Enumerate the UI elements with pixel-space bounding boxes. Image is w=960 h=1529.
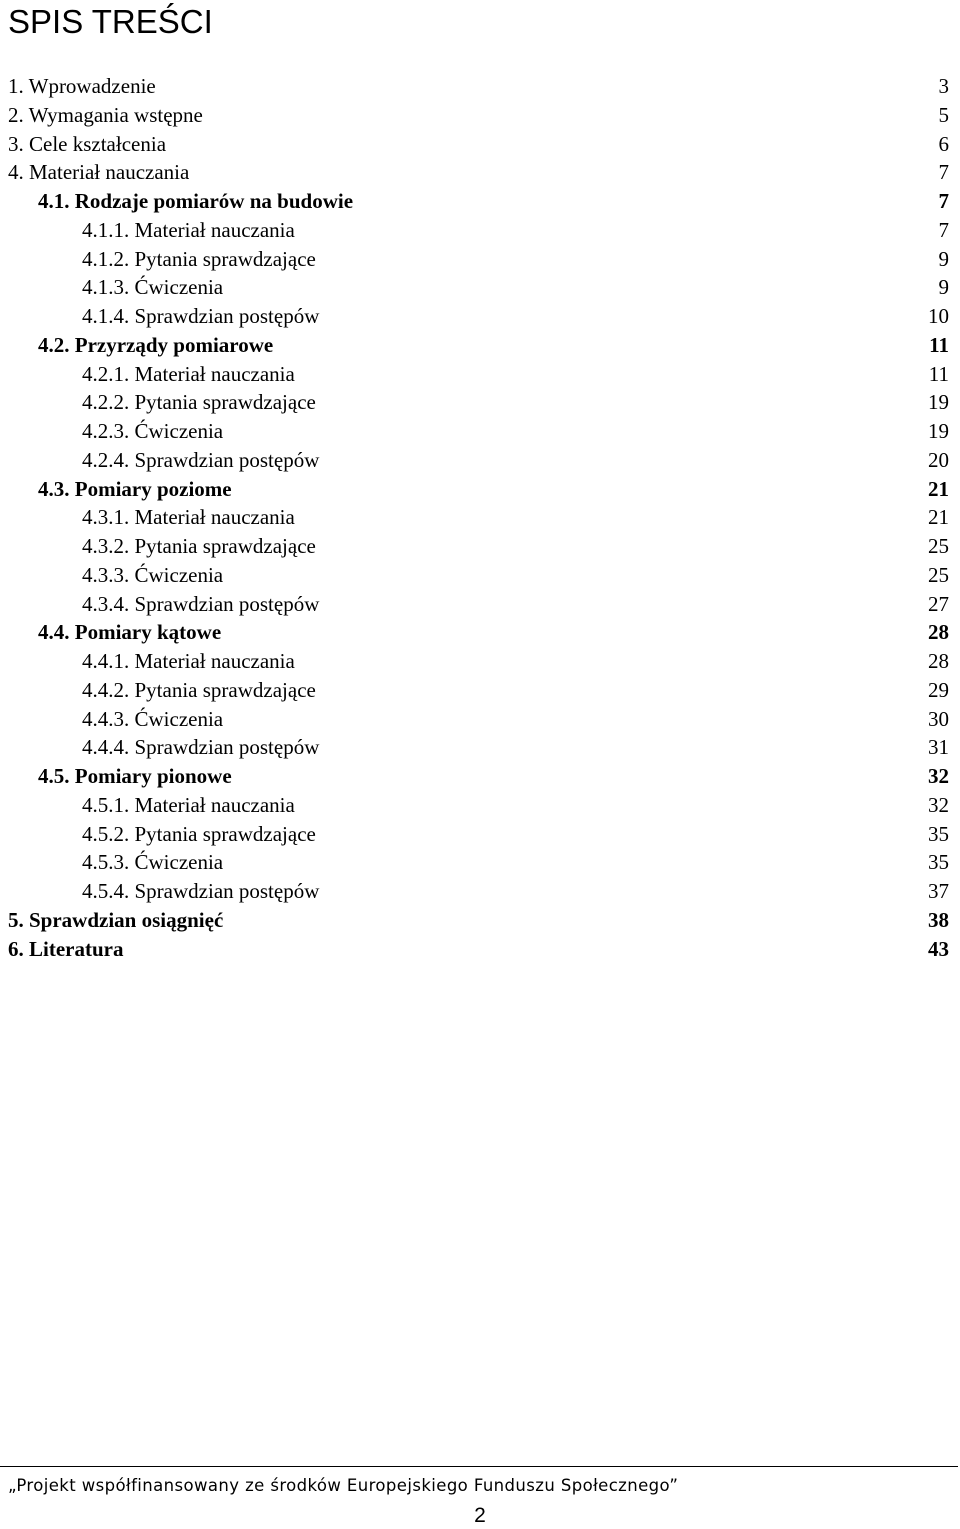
toc-entry [0, 705, 960, 734]
toc-entry-label: 4.2.2. Pytania sprawdzające [82, 390, 316, 415]
toc-entry-page: 7 [938, 217, 949, 242]
toc-entry [0, 676, 960, 705]
toc-entry-page: 37 [928, 879, 949, 903]
toc-entry-label: 4.3. Pomiary poziome [38, 476, 232, 501]
toc-entry-label: 4.4. Pomiary kątowe [38, 620, 222, 645]
toc-entry [0, 820, 960, 849]
toc-entry-label: 4.4.3. Ćwiczenia [82, 706, 224, 731]
toc-entry [0, 187, 960, 216]
toc-entry-label: 4.1.4. Sprawdzian postępów [82, 304, 320, 328]
toc-entry-label: 4.2.1. Materiał nauczania [82, 361, 295, 386]
toc-entry [0, 446, 960, 475]
toc-entry-page: 38 [928, 907, 949, 932]
toc-entry-page: 11 [929, 332, 949, 357]
toc-entry [0, 791, 960, 820]
toc-entry [0, 618, 960, 647]
toc-entry-page: 29 [928, 677, 949, 702]
toc-entry-label: 4.5.3. Ćwiczenia [82, 850, 224, 875]
toc-entry [0, 273, 960, 302]
toc-entry-page: 21 [928, 505, 949, 530]
toc-entry [0, 331, 960, 360]
toc-entry-page: 28 [928, 620, 949, 645]
toc-entry [0, 360, 960, 389]
toc-entry-label: 4.2.4. Sprawdzian postępów [82, 447, 320, 472]
toc-entry-label: 5. Sprawdzian osiągnięć [8, 907, 224, 932]
toc-entry [0, 733, 960, 762]
toc-entry-label: 4.3.3. Ćwiczenia [82, 562, 224, 587]
toc-entry-label: 4.4.2. Pytania sprawdzające [82, 677, 316, 702]
footer-funding-note: „Projekt współfinansowany ze środków Europejskiego Funduszu Społecznego” [8, 1476, 679, 1495]
toc-entry-page: 7 [938, 189, 949, 213]
toc-entry [0, 216, 960, 245]
page-title: SPIS TREŚCI [8, 3, 213, 40]
toc-entry-label: 4.4.4. Sprawdzian postępów [82, 735, 320, 760]
toc-entry-page: 21 [928, 476, 949, 501]
toc-entry-label: 4.3.2. Pytania sprawdzające [82, 534, 316, 558]
toc-entry-label: 3. Cele kształcenia [8, 131, 167, 156]
toc-entry [0, 388, 960, 417]
toc-entry [0, 417, 960, 446]
toc-entry-page: 43 [928, 936, 949, 961]
toc-entry-label: 4.1.1. Materiał nauczania [82, 217, 295, 242]
toc-entry [0, 475, 960, 504]
toc-entry-label: 4.1. Rodzaje pomiarów na budowie [38, 189, 354, 213]
toc-entry [0, 762, 960, 791]
toc-entry-page: 32 [928, 764, 949, 788]
toc-entry [0, 906, 960, 935]
toc-entry [0, 532, 960, 561]
toc-entry-label: 6. Literatura [8, 936, 124, 961]
toc-entry-label: 4.3.1. Materiał nauczania [82, 505, 295, 530]
toc-entry [0, 130, 960, 159]
toc-entry [0, 158, 960, 187]
toc-entry-page: 20 [928, 447, 949, 472]
table-of-contents [0, 72, 960, 963]
toc-entry-label: 4.5. Pomiary pionowe [38, 764, 232, 788]
toc-entry-label: 4.5.4. Sprawdzian postępów [82, 879, 320, 903]
toc-entry-page: 35 [928, 850, 949, 875]
toc-entry-page: 7 [938, 160, 949, 185]
toc-entry-page: 11 [928, 361, 949, 386]
toc-entry-page: 27 [928, 591, 949, 616]
toc-entry [0, 935, 960, 964]
toc-entry [0, 877, 960, 906]
toc-entry-label: 4.5.2. Pytania sprawdzające [82, 821, 316, 846]
toc-entry-page: 25 [928, 534, 949, 558]
toc-entry-label: 2. Wymagania wstępne [8, 102, 203, 127]
toc-entry-page: 3 [938, 74, 949, 98]
toc-entry-label: 4.2. Przyrządy pomiarowe [38, 332, 274, 357]
toc-entry-page: 19 [928, 390, 949, 415]
toc-entry-page: 35 [928, 821, 949, 846]
toc-entry-label: 4.4.1. Materiał nauczania [82, 649, 295, 673]
toc-entry-page: 9 [938, 275, 949, 300]
toc-entry [0, 101, 960, 130]
toc-entry [0, 647, 960, 676]
toc-entry [0, 245, 960, 274]
toc-entry [0, 848, 960, 877]
page-number: 2 [474, 1504, 486, 1527]
toc-entry-label: 4.5.1. Materiał nauczania [82, 792, 295, 817]
toc-entry [0, 302, 960, 331]
toc-entry-label: 4.1.2. Pytania sprawdzające [82, 246, 316, 271]
toc-entry-label: 4.1.3. Ćwiczenia [82, 275, 224, 300]
toc-entry-label: 4. Materiał nauczania [8, 160, 190, 185]
toc-entry-label: 4.3.4. Sprawdzian postępów [82, 591, 320, 616]
toc-entry-page: 25 [928, 562, 949, 587]
toc-entry-page: 10 [928, 304, 949, 328]
toc-entry-page: 9 [938, 246, 949, 271]
toc-entry [0, 590, 960, 619]
toc-entry [0, 561, 960, 590]
footer-divider [0, 1466, 958, 1467]
toc-entry [0, 503, 960, 532]
toc-entry-label: 1. Wprowadzenie [8, 74, 156, 98]
toc-entry-page: 30 [928, 706, 949, 731]
toc-entry-label: 4.2.3. Ćwiczenia [82, 419, 224, 443]
toc-entry-page: 31 [928, 735, 949, 760]
toc-entry-page: 5 [938, 102, 949, 127]
toc-entry-page: 6 [938, 131, 949, 156]
toc-entry-page: 19 [928, 419, 949, 443]
toc-entry-page: 32 [928, 792, 949, 817]
toc-entry [0, 72, 960, 101]
toc-entry-page: 28 [928, 649, 949, 673]
